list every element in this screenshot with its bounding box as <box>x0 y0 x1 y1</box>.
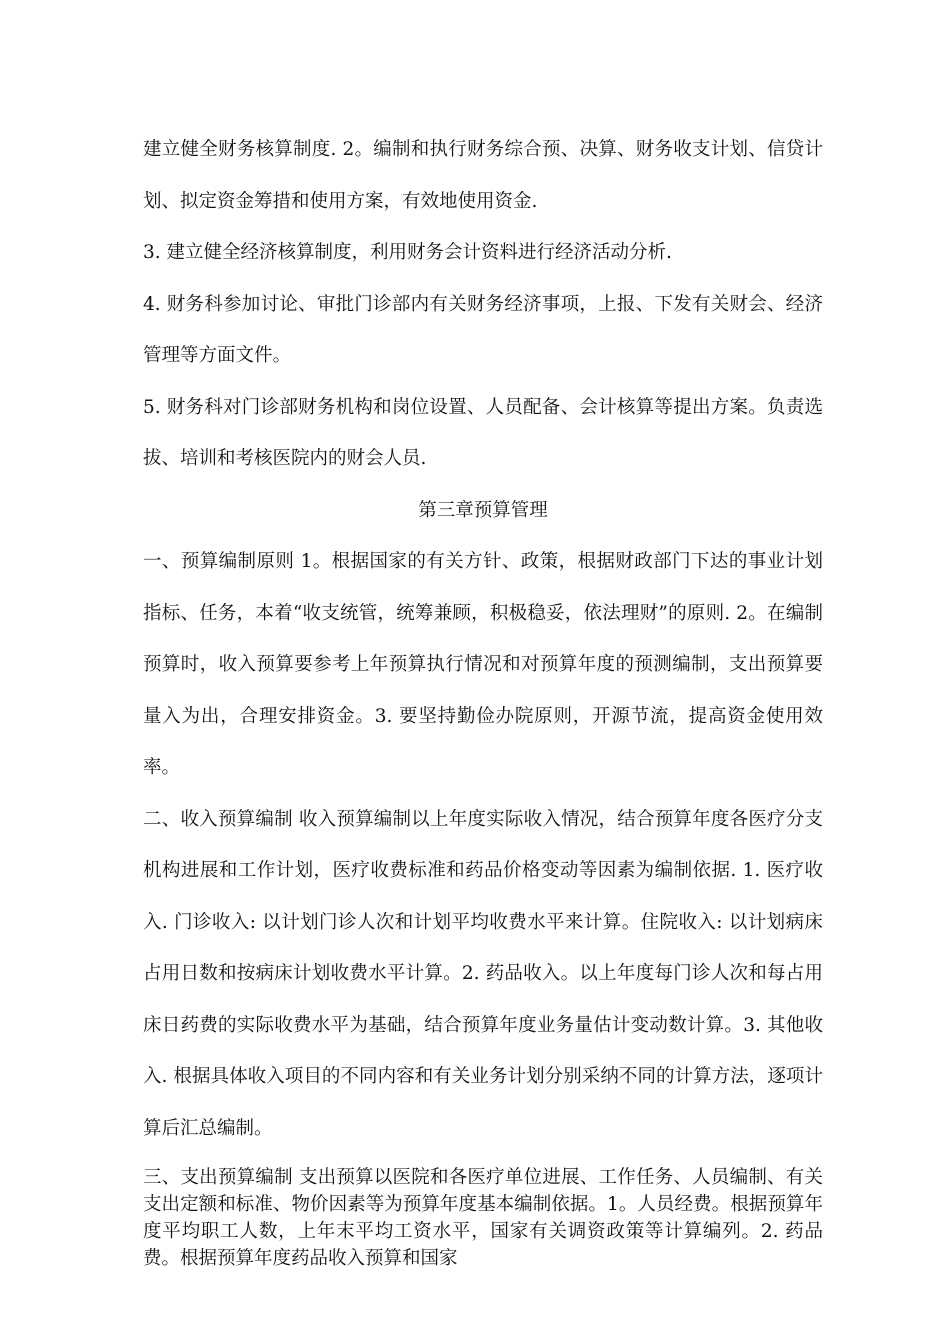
paragraph-1: 建立健全财务核算制度. 2。编制和执行财务综合预、决算、财务收支计划、信贷计划、拟定资金筹措和使用方案，有效地使用资金. <box>143 139 823 212</box>
paragraph-2: 3. 建立健全经济核算制度，利用财务会计资料进行经济活动分析. <box>143 242 672 263</box>
section-income-budget: 二、收入预算编制 收入预算编制以上年度实际收入情况，结合预算年度各医疗分支机构进展和工作计划，医疗收费标准和药品价格变动等因素为编制依据. 1. 医疗收入. 门诊收入: 以计划门诊人次和计划平均收费水平来计算。住院收入: 以计划病床占用日数和按病床计划收费水平计算。2. 药品收入。以上年度每门诊人次和每占用床日药费的实际收费水平为基础，结合预算年度业务量估计变动数计算。3. 其他收入. 根据具体收入项目的不同内容和有关业务计划分别采纳不同的计算方法，逐项计算后汇总编制。 <box>143 808 823 1139</box>
paragraph-3: 4. 财务科参加讨论、审批门诊部内有关财务经济事项，上报、下发有关财会、经济管理等方面文件。 <box>143 293 823 366</box>
document-page <box>143 124 823 1272</box>
section-expense-budget: 三、支出预算编制 支出预算以医院和各医疗单位进展、工作任务、人员编制、有关支出定额和标准、物价因素等为预算年度基本编制依据。1。人员经费。根据预算年度平均职工人数，上年末平均工资水平，国家有关调资政策等计算编列。2. 药品费。根据预算年度药品收入预算和国家 <box>143 1167 823 1269</box>
chapter-title: 第三章预算管理 <box>418 499 548 521</box>
section-budget-principles: 一、预算编制原则 1。根据国家的有关方针、政策，根据财政部门下达的事业计划指标、任务，本着“收支统管，统筹兼顾，积极稳妥，依法理财”的原则. 2。在编制预算时，收入预算要参考上年预算执行情况和对预算年度的预测编制，支出预算要量入为出，合理安排资金。3. 要坚持勤俭办院原则，开源节流，提高资金使用效率。 <box>143 551 823 778</box>
paragraph-4: 5. 财务科对门诊部财务机构和岗位设置、人员配备、会计核算等提出方案。负责选拔、培训和考核医院内的财会人员. <box>143 396 823 469</box>
